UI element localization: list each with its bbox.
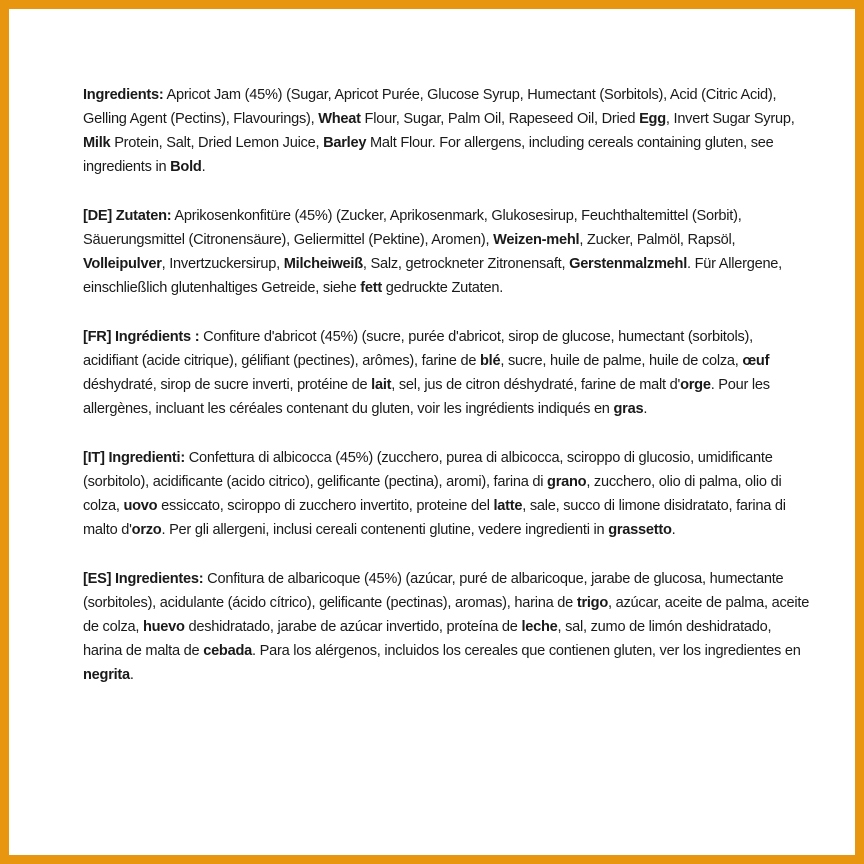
- section-label: Ingredients:: [83, 87, 164, 103]
- allergen-highlight: orzo: [131, 522, 162, 538]
- ingredient-text: Flour, Sugar, Palm Oil, Rapeseed Oil, Dried: [360, 111, 640, 127]
- allergen-highlight: lait: [371, 377, 392, 393]
- ingredient-text: deshidratado, jarabe de azúcar invertido, proteína de: [184, 619, 522, 635]
- ingredient-text: , Invertzuckersirup,: [161, 256, 284, 272]
- allergen-highlight: fett: [360, 280, 382, 296]
- ingredient-text: , zucchero, olio di palma, olio di colza,: [83, 474, 782, 514]
- allergen-highlight: leche: [521, 619, 558, 635]
- ingredient-text: .: [129, 667, 134, 683]
- ingredients-section-it: [83, 446, 811, 542]
- ingredient-text: .: [201, 159, 206, 175]
- ingredient-text: Confitura de albaricoque (45%) (azúcar, puré de albaricoque, jarabe de glucosa, humectante (sorbitoles), acidulante (ácido cítrico), gelificante (pectinas), aromas), harina de: [83, 571, 784, 611]
- allergen-highlight: Wheat: [318, 111, 361, 127]
- ingredient-text: . Para los alérgenos, incluidos los cereales que contienen gluten, ver los ingredientes en: [252, 643, 801, 659]
- ingredient-text: . Per gli allergeni, inclusi cereali contenenti glutine, vedere ingredienti in: [161, 522, 609, 538]
- ingredients-text: [83, 83, 811, 712]
- allergen-highlight: blé: [480, 353, 501, 369]
- allergen-highlight: negrita: [83, 667, 130, 683]
- ingredient-text: gedruckte Zutaten.: [382, 280, 503, 296]
- ingredients-section-en: [83, 83, 811, 179]
- allergen-highlight: Weizen-mehl: [493, 232, 580, 248]
- ingredient-text: . Für Allergene, einschließlich glutenhaltiges Getreide, siehe: [83, 256, 782, 296]
- ingredient-text: Apricot Jam (45%) (Sugar, Apricot Purée, Glucose Syrup, Humectant (Sorbitols), Acid (Citric Acid), Gelling Agent (Pectins), Flavourings),: [83, 87, 777, 127]
- ingredient-text: , Invert Sugar Syrup,: [665, 111, 795, 127]
- section-label: [FR] Ingrédients :: [83, 329, 200, 345]
- allergen-highlight: cebada: [203, 643, 252, 659]
- allergen-highlight: grano: [547, 474, 587, 490]
- section-label: [ES] Ingredientes:: [83, 571, 204, 587]
- allergen-highlight: œuf: [742, 353, 770, 369]
- ingredient-text: , sale, succo di limone disidratato, farina di malto d': [83, 498, 786, 538]
- ingredient-text: , Zucker, Palmöl, Rapsöl,: [579, 232, 736, 248]
- ingredient-text: . Pour les allergènes, incluant les céréales contenant du gluten, voir les ingrédients indiqués en: [83, 377, 770, 417]
- ingredient-text: , sel, jus de citron déshydraté, farine de malt d': [391, 377, 681, 393]
- allergen-highlight: Milcheiweiß: [283, 256, 363, 272]
- allergen-highlight: Milk: [83, 135, 111, 151]
- allergen-highlight: huevo: [142, 619, 185, 635]
- ingredients-section-es: [83, 567, 811, 687]
- allergen-highlight: uovo: [123, 498, 158, 514]
- ingredient-text: Protein, Salt, Dried Lemon Juice,: [110, 135, 324, 151]
- ingredient-text: Confiture d'abricot (45%) (sucre, purée d'abricot, sirop de glucose, humectant (sorbitols), acidifiant (acide citrique), gélifiant (pectines), arômes), farine de: [83, 329, 753, 369]
- ingredient-text: .: [643, 401, 648, 417]
- ingredient-text: , azúcar, aceite de palma, aceite de colza,: [83, 595, 810, 635]
- allergen-highlight: Barley: [323, 135, 367, 151]
- ingredient-text: .: [671, 522, 676, 538]
- ingredient-text: déshydraté, sirop de sucre inverti, protéine de: [83, 377, 372, 393]
- ingredient-text: Aprikosenkonfitüre (45%) (Zucker, Aprikosenmark, Glukosesirup, Feuchthaltemittel (Sorbit), Säuerungsmittel (Citronensäure), Geliermittel (Pektine), Aromen),: [83, 208, 742, 248]
- ingredient-text: , sal, zumo de limón deshidratado, harina de malta de: [83, 619, 772, 659]
- allergen-highlight: trigo: [576, 595, 609, 611]
- allergen-highlight: Bold: [170, 159, 202, 175]
- ingredient-text: Malt Flour. For allergens, including cereals containing gluten, see ingredients in: [83, 135, 774, 175]
- allergen-highlight: Gerstenmalzmehl: [569, 256, 688, 272]
- section-label: [IT] Ingredienti:: [83, 450, 185, 466]
- ingredient-text: Confettura di albicocca (45%) (zucchero, purea di albicocca, sciroppo di glucosio, umidificante (sorbitolo), acidificante (acido citrico), gelificante (pectina), aromi), farina di: [83, 450, 773, 490]
- ingredients-section-fr: [83, 325, 811, 421]
- ingredient-text: , Salz, getrockneter Zitronensaft,: [362, 256, 570, 272]
- ingredient-text: , sucre, huile de palme, huile de colza,: [500, 353, 743, 369]
- allergen-highlight: latte: [493, 498, 523, 514]
- allergen-highlight: grassetto: [608, 522, 672, 538]
- allergen-highlight: Volleipulver: [83, 256, 162, 272]
- allergen-highlight: orge: [680, 377, 711, 393]
- ingredient-text: essiccato, sciroppo di zucchero invertito, proteine del: [157, 498, 494, 514]
- section-label: [DE] Zutaten:: [83, 208, 172, 224]
- ingredients-section-de: [83, 204, 811, 300]
- allergen-highlight: gras: [613, 401, 644, 417]
- allergen-highlight: Egg: [639, 111, 666, 127]
